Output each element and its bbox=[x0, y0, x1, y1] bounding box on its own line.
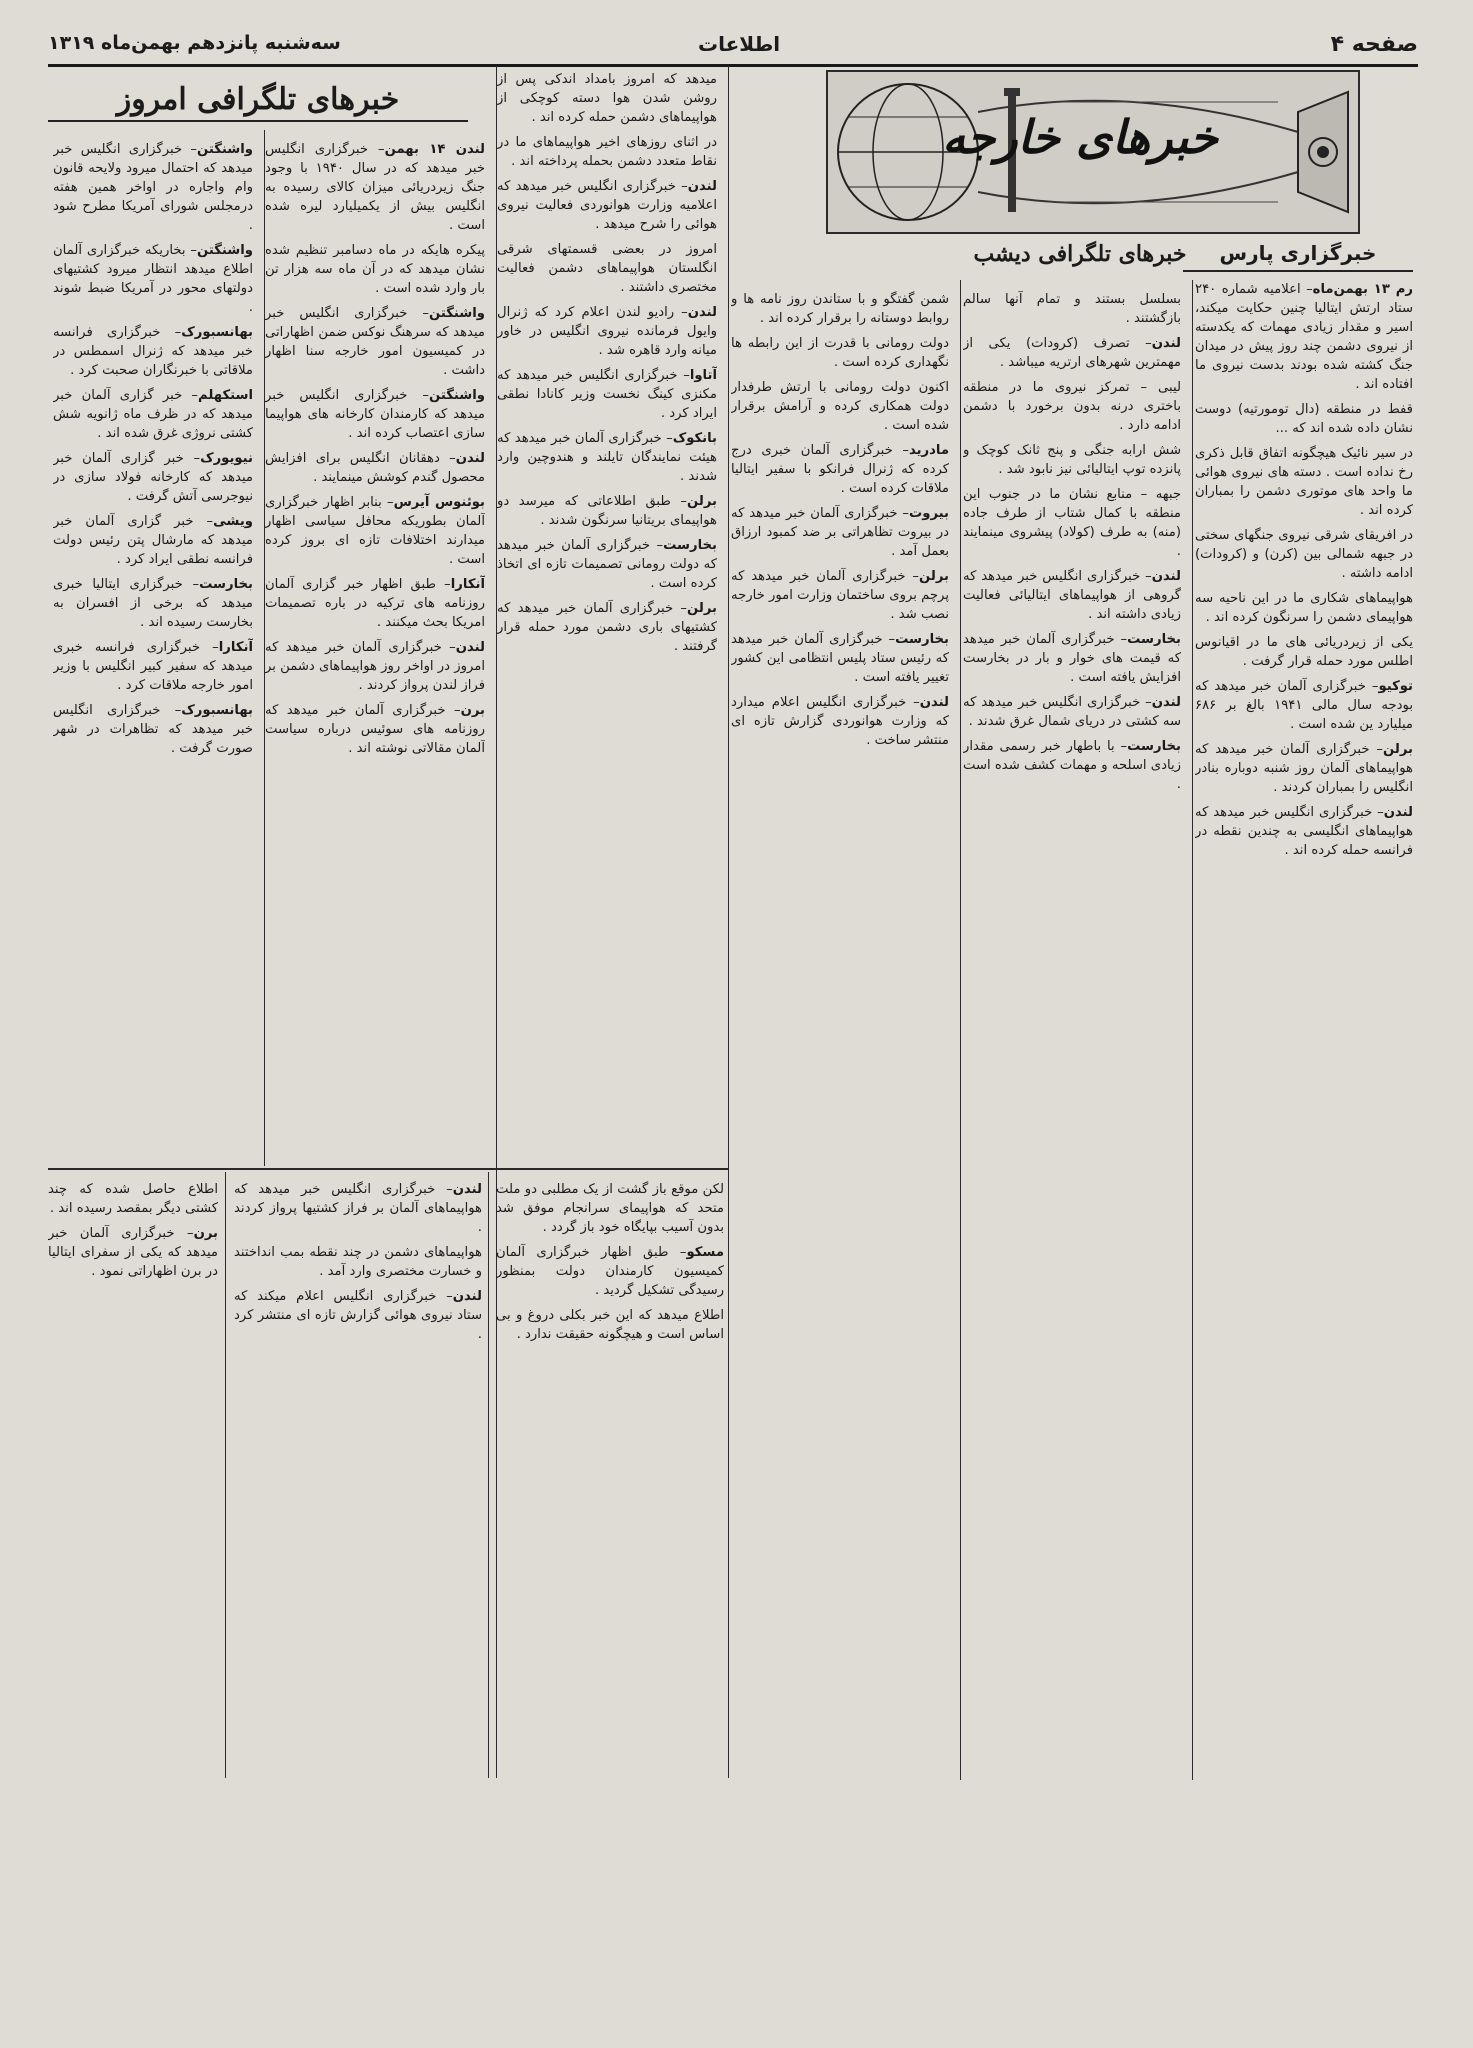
news-item: استکهلم– خبر گزاری آلمان خبر میدهد که در ظرف ماه ژانویه شش کشتی نروژی غرق شده اند . bbox=[53, 388, 253, 441]
column-rule bbox=[488, 1172, 489, 1778]
news-item: لندن ۱۴ بهمن– خبرگزاری انگلیس خبر میدهد که در سال ۱۹۴۰ با وجود جنگ زیردریائی میزان کالای رسیده به انگلیس بیش از یکمیلیارد لیره شده است . bbox=[265, 142, 485, 233]
news-item: پیکره هایکه در ماه دسامبر تنظیم شده نشان میدهد که در آن ماه سه هزار تن بار وارد شده است . bbox=[265, 243, 485, 296]
news-item: شمن گفتگو و با ستاندن روز نامه ها و روابط دوستانه را برقرار کرده اند . bbox=[731, 292, 949, 326]
news-item: اطلاع حاصل شده که چند کشتی دیگر بمقصد رسیده اند . bbox=[48, 1182, 218, 1216]
news-item: مادرید– خبرگزاری آلمان خبری درج کرده که ژنرال فرانکو با سفیر ایتالیا ملاقات کرده است . bbox=[731, 443, 949, 496]
news-item: لندن– خبرگزاری انگلیس خبر میدهد که گروهی از هواپیماهای ایتالیائی فعالیت زیادی داشته اند . bbox=[963, 569, 1181, 622]
news-item: آنکارا– خبرگزاری فرانسه خبری میدهد که سفیر کبیر انگلیس با وزیر امور خارجه ملاقات کرد . bbox=[53, 640, 253, 693]
news-item: برلن– طبق اطلاعاتی که میرسد دو هواپیمای بریتانیا سرنگون شدند . bbox=[497, 494, 717, 528]
news-item: لکن موقع باز گشت از یک مطلبی دو ملت متحد که هواپیمای سرانجام موفق شد بدون آسیب بپایگاه خود باز گردد . bbox=[496, 1182, 724, 1235]
news-item: لندن– خبرگزاری انگلیس خبر میدهد که اعلامیه وزارت هوانوردی فعالیت نیروی هوائی را شرح میدهد . bbox=[497, 179, 717, 232]
column-rule bbox=[728, 66, 729, 1778]
news-column-2 bbox=[963, 290, 1181, 1780]
newspaper-name: اطلاعات bbox=[698, 32, 781, 56]
news-item: بهانسبورک– خبرگزاری انگلیس خبر میدهد که تظاهرات در شهر صورت گرفت . bbox=[53, 703, 253, 756]
news-item: امروز در بعضی قسمتهای شرقی انگلستان هواپیماهای دشمن فعالیت مختصری داشتند . bbox=[497, 242, 717, 295]
foreign-news-logo bbox=[826, 70, 1360, 234]
news-column-1 bbox=[1195, 280, 1413, 1780]
news-item: بخارست– خبرگزاری آلمان خبر میدهد که رئیس ستاد پلیس انتظامی این کشور تغییر یافته است . bbox=[731, 632, 949, 685]
news-item: نیویورک– خبر گزاری آلمان خبر میدهد که کارخانه فولاد سازی در نیوجرسی آتش گرفت . bbox=[53, 451, 253, 504]
last-night-headline: خبرهای تلگرافی دیشب bbox=[973, 241, 1187, 267]
news-item: بهانسبورک– خبرگزاری فرانسه خبر میدهد که ژنرال اسمطس در ملاقاتی با خبرنگاران صحبت کرد . bbox=[53, 325, 253, 378]
news-item: لندن– خبرگزاری آلمان خبر میدهد که امروز در اواخر روز هواپیماهای دشمن بر فراز لندن پرواز کردند . bbox=[265, 640, 485, 693]
news-item: ویشی– خبر گزاری آلمان خبر میدهد که مارشال پتن رئیس دولت فرانسه نطقی ایراد کرد . bbox=[53, 514, 253, 567]
news-item: واشنگتن– بخاریکه خبرگزاری آلمان اطلاع میدهد انتظار میرود کشتیهای دولتهای محور در آمریکا ضبط شوند . bbox=[53, 243, 253, 315]
news-column-3 bbox=[731, 290, 949, 1780]
news-item: بوئنوس آیرس– بنابر اظهار خبرگزاری آلمان بطوریکه محافل سیاسی اظهار میدارند اختلافات تازه ای بروز کرده است . bbox=[265, 495, 485, 567]
news-item: بانکوک– خبرگزاری آلمان خبر میدهد که هیئت نمایندگان تایلند و هندوچین وارد شدند . bbox=[497, 431, 717, 484]
news-item: بسلسل بستند و تمام آنها سالم بازگشتند . bbox=[963, 292, 1181, 326]
bottom-column-2 bbox=[234, 1180, 482, 1770]
news-item: واشنگتن– خبرگزاری انگلیس خبر میدهد که احتمال میرود ولایحه قانون وام واجاره در اواخر همین هفته درمجلس شورای آمریکا مطرح شود . bbox=[53, 142, 253, 233]
news-item: اطلاع میدهد که این خبر بکلی دروغ و بی اساس است و هیچگونه حقیقت ندارد . bbox=[496, 1308, 724, 1342]
news-item: دولت رومانی با قدرت از این رابطه ها نگهداری کرده است . bbox=[731, 336, 949, 370]
news-item: بیروت– خبرگزاری آلمان خبر میدهد که در بیروت تظاهراتی بر ضد کمبود ارزاق بعمل آمد . bbox=[731, 506, 949, 559]
bottom-column-1 bbox=[496, 1180, 724, 1770]
news-item: آنکارا– طبق اظهار خبر گزاری آلمان روزنامه های ترکیه در باره تصمیمات امریکا بحث میکنند . bbox=[265, 577, 485, 630]
news-item: در افریقای شرقی نیروی جنگهای سختی در جبهه شمالی بین (کرن) و (کرودات) ادامه داشته . bbox=[1195, 528, 1413, 581]
news-item: لندن– خبرگزاری انگلیس خبر میدهد که سه کشتی در دریای شمال غرق شدند . bbox=[963, 695, 1181, 729]
masthead bbox=[48, 28, 1418, 67]
news-item: برن– خبرگزاری آلمان خبر میدهد که روزنامه های سوئیس درباره سیاست آلمان مقالاتی نوشته اند . bbox=[265, 703, 485, 756]
news-item: هواپیماهای شکاری ما در این ناحیه سه هواپیمای دشمن را سرنگون کرده اند . bbox=[1195, 591, 1413, 625]
news-item: لیبی – تمرکز نیروی ما در منطقه باختری درنه بدون برخورد با دشمن ادامه دارد . bbox=[963, 380, 1181, 433]
news-item: برلن– خبرگزاری آلمان خبر میدهد که هواپیماهای آلمان روز شنبه دوباره بنادر انگلیس را بمباران کردند . bbox=[1195, 742, 1413, 795]
news-item: یکی از زیردریائی های ما در اقیانوس اطلس مورد حمله قرار گرفت . bbox=[1195, 635, 1413, 669]
news-item: آتاوا– خبرگزاری انگلیس خبر میدهد که مکنزی کینگ نخست وزیر کانادا نطقی ایراد کرد . bbox=[497, 368, 717, 421]
column-rule bbox=[960, 280, 961, 1780]
news-item: لندن– تصرف (کرودات) یکی از مهمترین شهرهای ارتریه میباشد . bbox=[963, 336, 1181, 370]
news-item: لندن– خبرگزاری انگلیس خبر میدهد که هواپیماهای آلمان بر فراز کشتیها پرواز کردند . bbox=[234, 1182, 482, 1235]
news-item: بخارست– با باطهار خبر رسمی مقدار زیادی اسلحه و مهمات کشف شده است . bbox=[963, 739, 1181, 792]
news-item: شش ارابه جنگی و پنج ثانک کوچک و پانزده توپ ایتالیائی نیز نابود شد . bbox=[963, 443, 1181, 477]
news-item: جبهه – منابع نشان ما در جنوب این منطقه با کمال شتاب از طرف جاده (منه) به طرف (کولاد) پیشروی مینمایند . bbox=[963, 487, 1181, 559]
news-item: واشنگتن– خبرگزاری انگلیس خبر میدهد که کارمندان کارخانه های هواپیما سازی اعتصاب کرده اند . bbox=[265, 388, 485, 441]
news-item: لندن– خبرگزاری انگلیس خبر میدهد که هواپیماهای انگلیسی به چندین نقطه در فرانسه حمله کرده اند . bbox=[1195, 805, 1413, 858]
news-item: هواپیماهای دشمن در چند نقطه بمب انداختند و خسارت مختصری وارد آمد . bbox=[234, 1245, 482, 1279]
news-item: لندن– خبرگزاری انگلیس اعلام میکند که ستاد نیروی هوائی گزارش تازه ای منتشر کرد . bbox=[234, 1289, 482, 1342]
section-logo-label: خبرهای خارجه bbox=[942, 110, 1218, 164]
news-column-6 bbox=[53, 140, 253, 1160]
news-item: برلن– خبرگزاری آلمان خبر میدهد که کشتیهای باری دشمن مورد حمله قرار گرفتند . bbox=[497, 601, 717, 654]
news-item: بخارست– خبرگزاری ایتالیا خبری میدهد که برخی از افسران به بخارست رسیده اند . bbox=[53, 577, 253, 630]
news-item: اکنون دولت رومانی با ارتش طرفدار دولت همکاری کرده و آرامش برقرار شده است . bbox=[731, 380, 949, 433]
news-item: در سیر نائیک هیچگونه اتفاق قابل ذکری رخ نداده است . دسته های نیروی هوائی ما واحد های موتوری دشمن را بمباران کرده اند . bbox=[1195, 446, 1413, 518]
column-rule bbox=[1192, 280, 1193, 1780]
news-item: لندن– خبرگزاری انگلیس اعلام میدارد که وزارت هوانوردی گزارش تازه ای منتشر ساخت . bbox=[731, 695, 949, 748]
column-rule bbox=[225, 1172, 226, 1778]
issue-date: سه‌شنبه پانزدهم بهمن‌ماه ۱۳۱۹ bbox=[48, 32, 341, 54]
news-item: مسکو– طبق اظهار خبرگزاری آلمان کمیسیون کارمندان دولت بمنظور رسیدگی تشکیل گردید . bbox=[496, 1245, 724, 1298]
news-item: بخارست– خبرگزاری آلمان خبر میدهد که قیمت های خوار و بار در بخارست افزایش یافته است . bbox=[963, 632, 1181, 685]
news-item: میدهد که امروز بامداد اندکی پس از روشن شدن هوا دسته کوچکی از هواپیماهای دشمن حمله کرده اند . bbox=[497, 72, 717, 125]
news-item: واشنگتن– خبرگزاری انگلیس خبر میدهد که سرهنگ نوکس ضمن اظهاراتی در کمیسیون امور خارجه سنا اظهار داشت . bbox=[265, 306, 485, 378]
pars-agency-heading: خبرگزاری پارس bbox=[1183, 236, 1413, 272]
page-number: صفحه ۴ bbox=[1330, 32, 1418, 57]
news-column-5 bbox=[265, 140, 485, 1160]
news-item: توکیو– خبرگزاری آلمان خبر میدهد که بودجه سال مالی ۱۹۴۱ بالغ بر ۶۸۶ میلیارد ین شده است . bbox=[1195, 679, 1413, 732]
today-headline: خبرهای تلگرافی امروز bbox=[48, 80, 468, 122]
news-item: بخارست– خبرگزاری آلمان خبر میدهد که دولت رومانی تصمیمات تازه ای اتخاذ کرده است . bbox=[497, 538, 717, 591]
bottom-column-3 bbox=[48, 1180, 218, 1770]
news-item: رم ۱۳ بهمن‌ماه– اعلامیه شماره ۲۴۰ ستاد ارتش ایتالیا چنین حکایت میکند، اسیر و مقدار زیادی مهمات که یکدسته از نیروی دشمن چند روز پیش در میدان جنگ کشته شده بودند بدست نیروی ما افتاده اند . bbox=[1195, 282, 1413, 392]
news-item: لندن– رادیو لندن اعلام کرد که ژنرال وایول فرمانده نیروی انگلیس در خاور میانه وارد قاهره شد . bbox=[497, 305, 717, 358]
news-item: برلن– خبرگزاری آلمان خبر میدهد که پرچم بروی ساختمان وزارت امور خارجه نصب شد . bbox=[731, 569, 949, 622]
news-item: لندن– دهقانان انگلیس برای افزایش محصول گندم کوشش مینمایند . bbox=[265, 451, 485, 485]
news-item: در اثنای روزهای اخیر هواپیماهای ما در نقاط متعدد دشمن بحمله پرداخته اند . bbox=[497, 135, 717, 169]
news-item: برن– خبرگزاری آلمان خبر میدهد که یکی از سفرای ایتالیا در برن اظهاراتی نمود . bbox=[48, 1226, 218, 1279]
news-item: قفط در منطقه (دال تومورتیه) دوست نشان داده شده اند که ... bbox=[1195, 402, 1413, 436]
